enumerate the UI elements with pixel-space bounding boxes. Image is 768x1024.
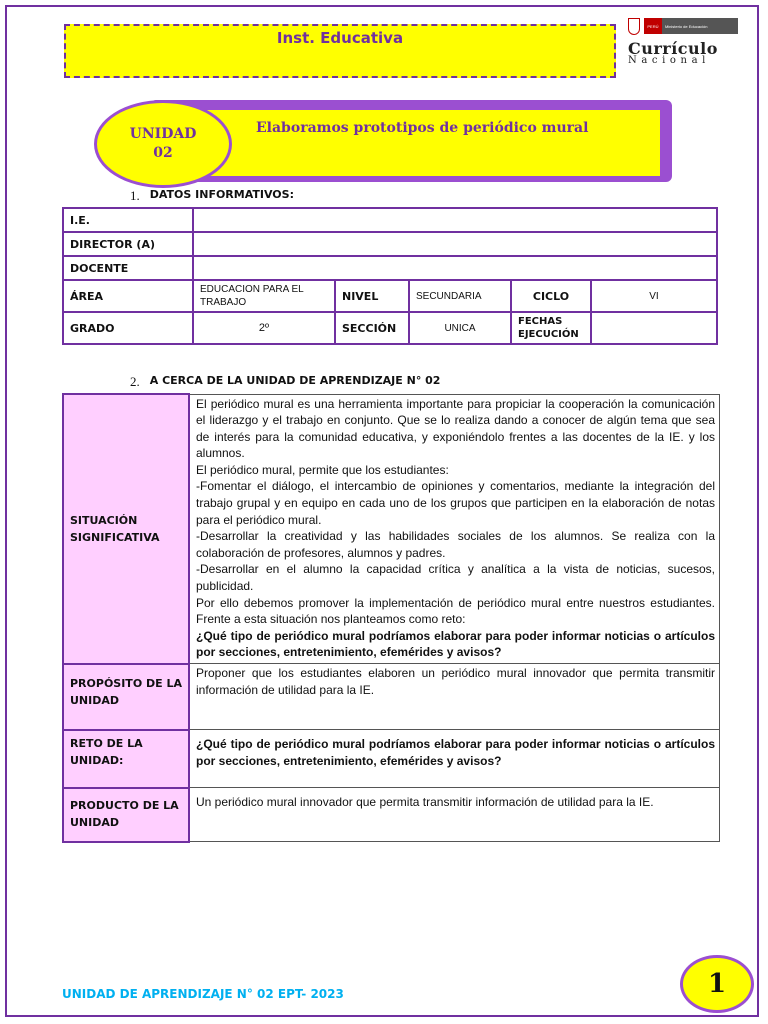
fechas-value	[591, 312, 717, 344]
docente-value	[193, 256, 717, 280]
reto-value: ¿Qué tipo de periódico mural podríamos elaborar para poder informar noticias o artículos por secciones, entretenimiento, efemérides y avisos?	[189, 730, 720, 788]
curriculo-nacional-logo	[628, 16, 738, 74]
unit-label: UNIDAD	[129, 126, 197, 142]
grado-value: 2º	[193, 312, 335, 344]
section2-heading	[130, 374, 440, 390]
producto-label: PRODUCTO DE LA UNIDAD	[63, 788, 189, 842]
logo-title: Currículo	[628, 39, 718, 58]
seccion-label: SECCIÓN	[335, 312, 409, 344]
situacion-paragraph: -Desarrollar la creatividad y las habilidades sociales de los alumnos. Se realiza con la colaboración de profesores, alumnos y padres.	[196, 529, 715, 560]
table-row	[63, 394, 720, 664]
unit-number: 02	[153, 145, 173, 161]
section2-title: A CERCA DE LA UNIDAD DE APRENDIZAJE N° 02	[149, 374, 441, 387]
nivel-value: SECUNDARIA	[409, 280, 511, 312]
logo-ministry: Ministerio de Educación	[662, 18, 738, 34]
table-row	[63, 730, 720, 788]
docente-label: DOCENTE	[63, 256, 193, 280]
table-row	[63, 256, 717, 280]
situacion-paragraph: El periódico mural es una herramienta importante para propiciar la cooperación la comunicación el liderazgo y el trabajo en conjunto. Que se lo realiza dando a conocer de algún tema que sea de interés para la comunidad educativa, y exponiéndolo frentes a las docentes de la IE. y los alumnos.	[196, 396, 715, 461]
ie-label: I.E.	[63, 208, 193, 232]
unit-oval	[94, 100, 232, 188]
page-number: 1	[680, 955, 754, 1013]
institution-box	[64, 24, 616, 78]
situacion-question: ¿Qué tipo de periódico mural podríamos elaborar para poder informar noticias o artículos por secciones, entretenimiento, efemérides y avisos?	[196, 628, 715, 660]
ciclo-value: VI	[591, 280, 717, 312]
table-row	[63, 232, 717, 256]
section1-number: 1.	[130, 188, 140, 203]
table-row	[63, 208, 717, 232]
table-row	[63, 788, 720, 842]
area-label: ÁREA	[63, 280, 193, 312]
section1-title: DATOS INFORMATIVOS:	[149, 188, 294, 201]
unit-title: Elaboramos prototipos de periódico mural	[256, 120, 589, 136]
situacion-value	[189, 394, 720, 664]
datos-table	[62, 207, 718, 345]
institution-title: Inst. Educativa	[276, 29, 404, 47]
table-row	[63, 664, 720, 730]
shield-icon	[628, 18, 640, 35]
situacion-paragraph: -Desarrollar en el alumno la capacidad crítica y analítica a la vista de noticias, sucesos, publicidad.	[196, 562, 715, 594]
seccion-value: UNICA	[409, 312, 511, 344]
director-label: DIRECTOR (A)	[63, 232, 193, 256]
table-row	[63, 280, 717, 312]
situacion-paragraph: -Fomentar el diálogo, el intercambio de opiniones y comentarios, mediante la integración del trabajo grupal y en equipo en cada uno de los grupos que participen en la elaboración de notas para el periódico mural.	[196, 479, 715, 527]
situacion-label: SITUACIÓN SIGNIFICATIVA	[63, 394, 189, 664]
logo-subtitle: Nacional	[628, 55, 710, 66]
proposito-value: Proponer que los estudiantes elaboren un periódico mural innovador que permita transmitir información de utilidad para la IE.	[189, 664, 720, 730]
grado-label: GRADO	[63, 312, 193, 344]
section2-number: 2.	[130, 374, 140, 389]
ie-value	[193, 208, 717, 232]
footer-text: UNIDAD DE APRENDIZAJE N° 02 EPT- 2023	[62, 987, 344, 1001]
unidad-table	[62, 393, 720, 843]
fechas-label: FECHAS EJECUCIÓN	[511, 312, 591, 344]
section1-heading	[130, 188, 294, 204]
director-value	[193, 232, 717, 256]
situacion-paragraph: Por ello debemos promover la implementación de periódico mural entre nuestros estudiantes. Frente a esta situación nos planteamos como reto:	[196, 595, 715, 627]
situacion-paragraph: El periódico mural, permite que los estudiantes:	[196, 462, 449, 477]
nivel-label: NIVEL	[335, 280, 409, 312]
area-value: EDUCACION PARA EL TRABAJO	[193, 280, 335, 312]
producto-value: Un periódico mural innovador que permita transmitir información de utilidad para la IE.	[189, 788, 720, 842]
reto-label: RETO DE LA UNIDAD:	[63, 730, 189, 788]
logo-country: PERÚ	[644, 18, 662, 34]
proposito-label: PROPÓSITO DE LA UNIDAD	[63, 664, 189, 730]
table-row	[63, 312, 717, 344]
ciclo-label: CICLO	[511, 280, 591, 312]
